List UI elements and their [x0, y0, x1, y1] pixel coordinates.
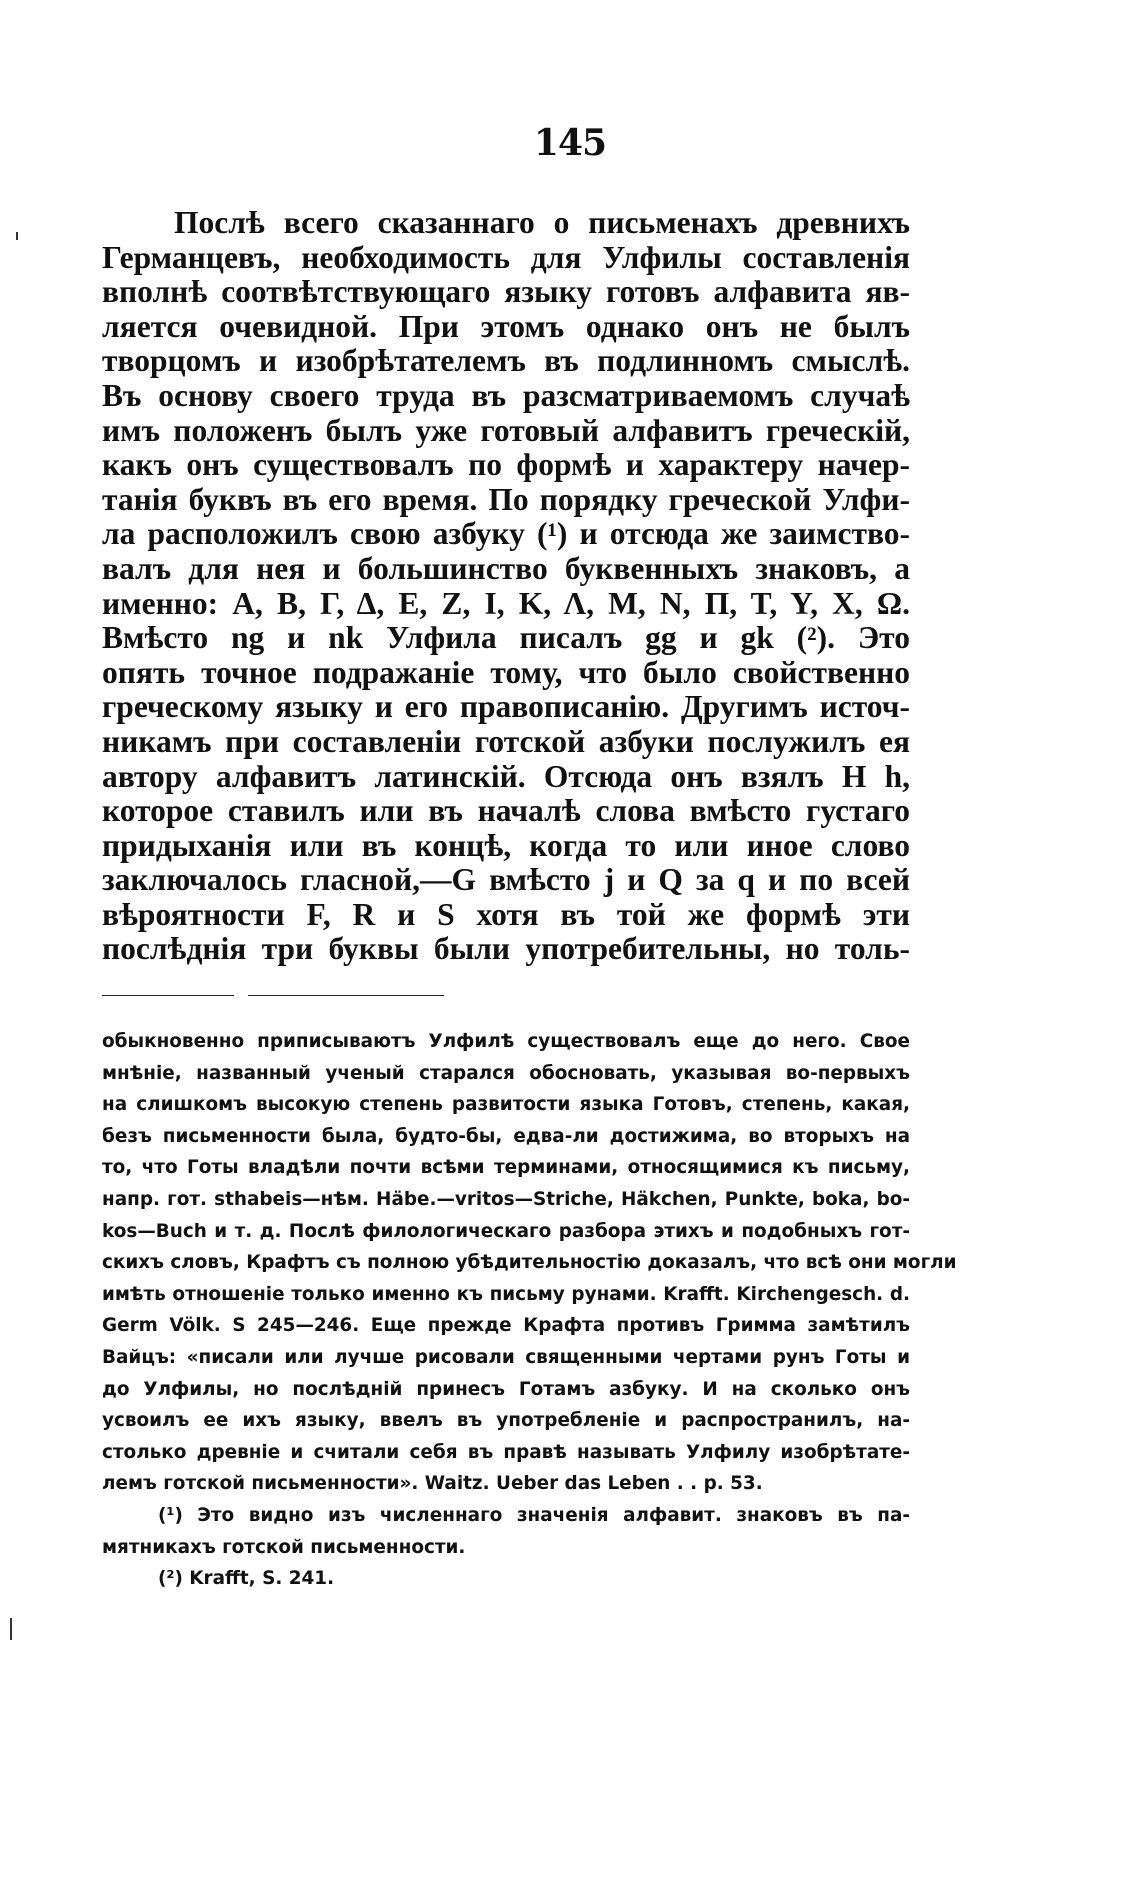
text-line: придыханія или въ концѣ, когда то или иное слово [102, 827, 910, 863]
footnote-line: скихъ словъ, Крафтъ съ полною убѣдительностію доказалъ, что всѣ они могли [102, 1252, 957, 1274]
text-line: опять точное подражаніе тому, что было свойственно [102, 654, 910, 690]
footnote-line: безъ письменности была, будто-бы, едва-ли достижима, во вторыхъ на [102, 1125, 910, 1147]
main-body-text [102, 206, 910, 967]
text-line: Германцевъ, необходимость для Улфилы составленія [102, 239, 910, 275]
footnote-line: имѣть отношеніе только именно къ письму рунами. Krafft. Kirchengesch. d. [102, 1283, 910, 1305]
footnotes-block [102, 1026, 957, 1595]
text-line: ляется очевидной. При этомъ однако онъ не былъ [102, 308, 910, 344]
footnote-1-continued: мятникахъ готской письменности. [102, 1536, 466, 1558]
page-number: 145 [533, 122, 607, 164]
margin-mark [10, 1618, 12, 1640]
text-line: послѣднія три буквы были употребительны, но толь- [102, 931, 910, 967]
text-line: греческому языку и его правописанію. Другимъ источ- [102, 689, 910, 725]
text-line: заключалось гласной,—G вмѣсто j и Q за q и по всей [102, 862, 910, 898]
text-line: валъ для нея и большинство буквенныхъ знаковъ, а [102, 550, 910, 586]
footnote-2: (²) Krafft, S. 241. [158, 1568, 335, 1590]
margin-mark [16, 232, 18, 240]
text-line: вполнѣ соотвѣтствующаго языку готовъ алфавита яв- [102, 274, 910, 310]
footnote-line: Вайцъ: «писали или лучше рисовали священными чертами рунъ Готы и [102, 1346, 910, 1368]
text-line: никамъ при составленіи готской азбуки послужилъ ея [102, 723, 910, 759]
footnote-line: kos—Buch и т. д. Послѣ филологическаго разбора этихъ и подобныхъ гот- [102, 1220, 910, 1242]
footnote-line: обыкновенно приписываютъ Улфилѣ существовалъ еще до него. Свое [102, 1031, 910, 1052]
footnote-line: до Улфилы, но послѣдній принесъ Готамъ азбуку. И на сколько онъ [102, 1378, 910, 1400]
footnote-line: мнѣніе, названный ученый старался обосновать, указывая во-первыхъ [102, 1062, 910, 1084]
text-line: Вмѣсто ng и nk Улфила писалъ gg и gk (²). Это [102, 620, 910, 656]
text-line: творцомъ и изобрѣтателемъ въ подлинномъ смыслѣ. [102, 343, 910, 379]
text-line: какъ онъ существовалъ по формѣ и характеру начер- [102, 447, 910, 483]
footnote-1: (¹) Это видно изъ численнаго значенія алфавит. знаковъ въ па- [158, 1504, 910, 1526]
footnote-line: лемъ готской письменности». Waitz. Ueber das Leben . . p. 53. [102, 1473, 763, 1495]
text-line: танія буквъ въ его время. По порядку греческой Улфи- [102, 481, 910, 517]
footnote-separator-right [248, 995, 444, 996]
footnote-separator-left [102, 995, 234, 996]
text-line: имъ положенъ былъ уже готовый алфавитъ греческій, [102, 412, 910, 448]
footnote-line: столько древніе и считали себя въ правѣ называть Улфилу изобрѣтате- [102, 1441, 910, 1463]
footnote-line: на слишкомъ высокую степень развитости языка Готовъ, степень, какая, [102, 1094, 910, 1116]
footnote-line: напр. гот. sthabeis—нѣм. Häbe.—vritos—Striche, Häkchen, Punkte, boka, bo- [102, 1188, 910, 1210]
text-line: Послѣ всего сказаннаго о письменахъ древнихъ [174, 205, 910, 240]
text-line: вѣроятности F, R и S хотя въ той же формѣ эти [102, 896, 910, 932]
text-line: автору алфавитъ латинскій. Отсюда онъ взялъ H h, [102, 758, 910, 794]
text-line: Въ основу своего труда въ разсматриваемомъ случаѣ [102, 377, 910, 413]
text-line: ла расположилъ свою азбуку (¹) и отсюда же заимство- [102, 516, 910, 552]
text-line: именно: Α, Β, Γ, Δ, Ε, Ζ, Ι, Κ, Λ, Μ, Ν, Π, Τ, Υ, Χ, Ω. [102, 585, 910, 621]
footnote-line: то, что Готы владѣли почти всѣми терминами, относящимися къ письму, [102, 1157, 910, 1179]
footnote-line: Germ Völk. S 245—246. Еще прежде Крафта противъ Гримма замѣтилъ [102, 1315, 910, 1337]
text-line: которое ставилъ или въ началѣ слова вмѣсто густаго [102, 793, 910, 829]
footnote-line: усвоилъ ее ихъ языку, ввелъ въ употребленіе и распространилъ, на- [102, 1410, 910, 1432]
